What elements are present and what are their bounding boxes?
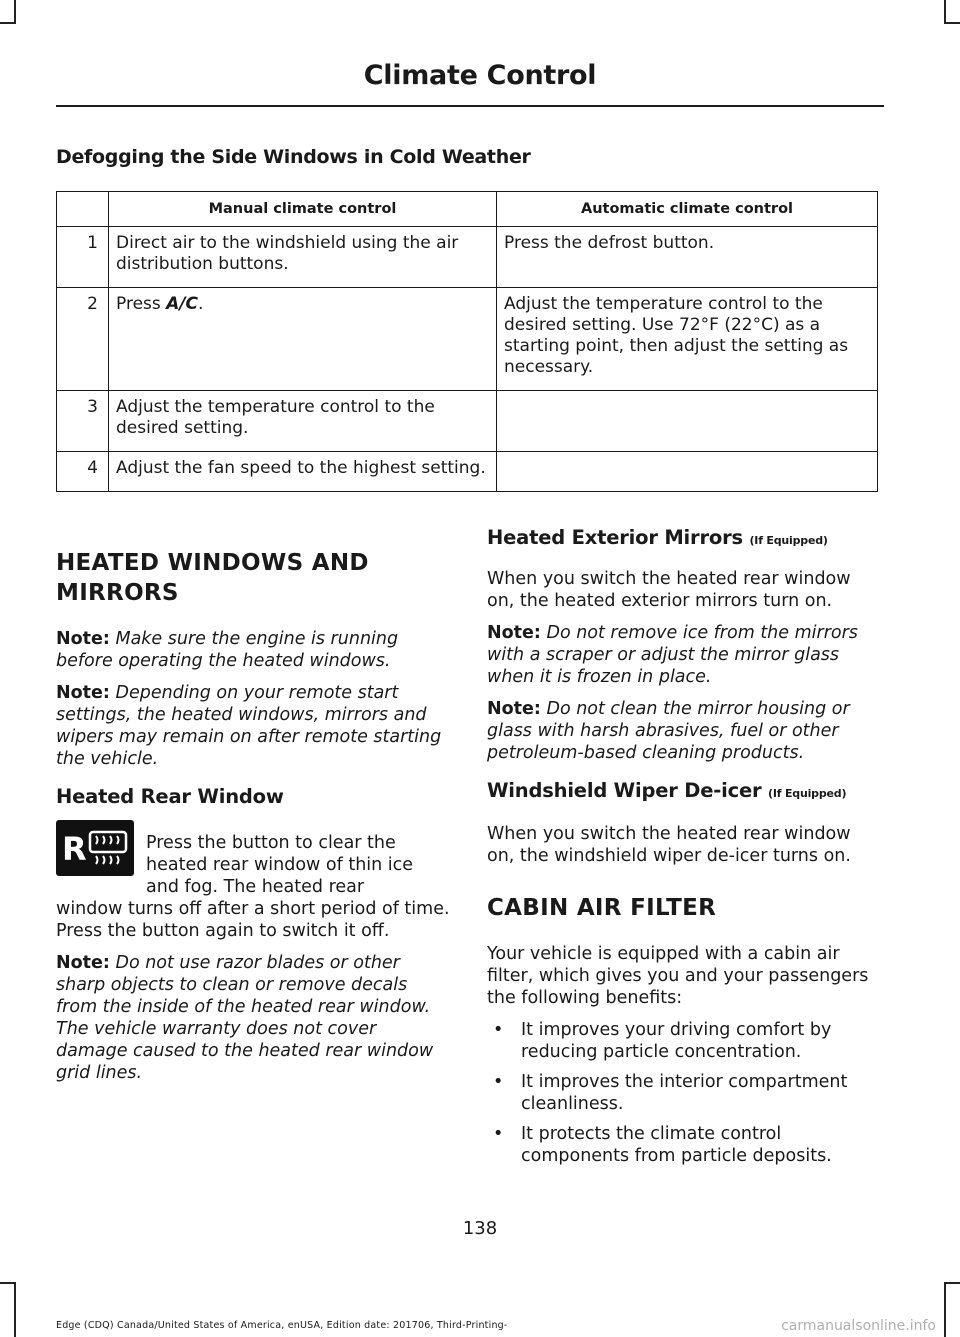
wiper-title xyxy=(487,778,882,807)
if-equipped-tag: (If Equipped) xyxy=(768,787,847,800)
mirrors-title-text: Heated Exterior Mirrors xyxy=(487,526,743,549)
benefits-list xyxy=(487,1019,882,1167)
manual-step xyxy=(109,288,497,391)
crop-mark xyxy=(944,0,946,24)
note-text: Do not clean the mirror housing or glass with harsh abrasives, fuel or other petroleum-based cleaning products. xyxy=(487,699,850,763)
manual-step: Adjust the temperature control to the desired setting. xyxy=(109,391,497,452)
right-column xyxy=(487,525,882,1175)
auto-step xyxy=(497,452,878,492)
heated-title-line: HEATED WINDOWS AND xyxy=(56,550,369,576)
manual-step: Adjust the fan speed to the highest setting. xyxy=(109,452,497,492)
if-equipped-tag: (If Equipped) xyxy=(749,534,828,547)
table-row xyxy=(57,227,878,288)
crop-mark xyxy=(944,1282,946,1337)
header-divider xyxy=(56,105,884,107)
note xyxy=(56,952,451,1084)
list-item: • It protects the climate control components from particle deposits. xyxy=(487,1123,882,1167)
note-label: Note: xyxy=(487,699,541,719)
manual-step: Direct air to the windshield using the air distribution buttons. xyxy=(109,227,497,288)
table-row xyxy=(57,288,878,391)
wiper-text: When you switch the heated rear window on, the windshield wiper de-icer turns on. xyxy=(487,824,851,866)
watermark: carmanualsonline.info xyxy=(781,1318,936,1334)
table-header-cell: Automatic climate control xyxy=(497,192,878,227)
table-header-row xyxy=(57,192,878,227)
cabin-filter-title: CABIN AIR FILTER xyxy=(487,895,717,921)
step-number: 2 xyxy=(57,288,109,391)
mirrors-title xyxy=(487,525,882,554)
note-label: Note: xyxy=(56,953,110,973)
heated-section-title xyxy=(56,548,451,608)
note-text: Do not use razor blades or other sharp objects to clean or remove decals from the inside of the heated rear window. The vehicle warranty does not cover damage caused to the heated rear window grid lines. xyxy=(56,953,434,1083)
note-text: Make sure the engine is running before operating the heated windows. xyxy=(56,629,399,671)
auto-step: Press the defrost button. xyxy=(497,227,878,288)
list-item: • It improves the interior compartment cleanliness. xyxy=(487,1071,882,1115)
list-item: • It improves your driving comfort by reducing particle concentration. xyxy=(487,1019,882,1063)
note-label: Note: xyxy=(487,623,541,643)
manual-step-suffix: . xyxy=(198,294,204,314)
step-number: 4 xyxy=(57,452,109,492)
table-header-cell: Manual climate control xyxy=(109,192,497,227)
note-label: Note: xyxy=(56,683,110,703)
note-text: Depending on your remote start settings, the heated windows, mirrors and wipers may remain on after remote starting the vehicle. xyxy=(56,683,442,769)
auto-step: Adjust the temperature control to the desired setting. Use 72°F (22°C) as a starting point, then adjust the setting as necessary. xyxy=(497,288,878,391)
note-text: Do not remove ice from the mirrors with a scraper or adjust the mirror glass when it is frozen in place. xyxy=(487,623,858,687)
defog-table xyxy=(56,191,878,492)
icon-letter: R xyxy=(62,830,87,868)
rear-window-title: Heated Rear Window xyxy=(56,785,284,808)
rear-defrost-icon-graphic xyxy=(56,820,134,876)
auto-step xyxy=(497,391,878,452)
note xyxy=(56,628,451,672)
crop-mark xyxy=(946,1282,960,1284)
wiper-title-text: Windshield Wiper De-icer xyxy=(487,779,762,802)
note xyxy=(487,698,882,764)
mirrors-text: When you switch the heated rear window on, the heated exterior mirrors turn on. xyxy=(487,569,851,611)
defog-section-title: Defogging the Side Windows in Cold Weather xyxy=(56,146,531,168)
crop-mark xyxy=(14,1282,16,1337)
heated-title-line: MIRRORS xyxy=(56,580,179,606)
note-label: Note: xyxy=(56,629,110,649)
table-row xyxy=(57,391,878,452)
step-number: 1 xyxy=(57,227,109,288)
ac-button-label: A/C xyxy=(166,294,198,314)
cabin-filter-intro: Your vehicle is equipped with a cabin air filter, which gives you and your passengers the following benefits: xyxy=(487,944,869,1008)
rear-window-text-b: window turns off after a short period of time. Press the button again to switch it off. xyxy=(56,899,450,941)
crop-mark xyxy=(14,0,16,24)
rear-window-text-a: Press the button to clear the heated rear window of thin ice and fog. The heated rear xyxy=(146,833,414,897)
page-number: 138 xyxy=(462,1218,498,1239)
rear-defrost-icon xyxy=(56,820,134,876)
manual-step-prefix: Press xyxy=(116,294,167,314)
crop-mark xyxy=(0,1282,14,1284)
page-header-title: Climate Control xyxy=(363,60,597,91)
step-number: 3 xyxy=(57,391,109,452)
table-row xyxy=(57,452,878,492)
edition-footer: Edge (CDQ) Canada/United States of America, enUSA, Edition date: 201706, Third-Printing- xyxy=(56,1320,508,1331)
note xyxy=(56,682,451,770)
note xyxy=(487,622,882,688)
crop-mark xyxy=(946,22,960,24)
crop-mark xyxy=(0,22,14,24)
table-header-cell xyxy=(57,192,109,227)
